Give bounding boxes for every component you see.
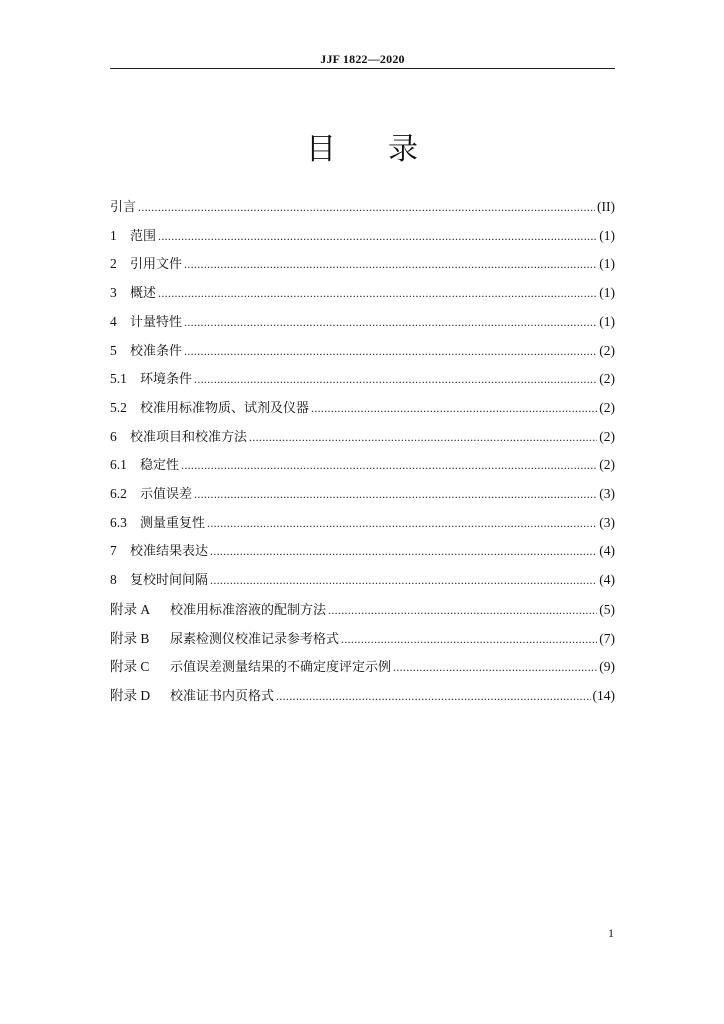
toc-entry-label: 校准用标准溶液的配制方法 (170, 602, 327, 618)
toc-leader-dots (207, 516, 597, 531)
toc-entry-page: (3) (599, 486, 615, 501)
toc-entry-3[interactable] (110, 282, 615, 304)
toc-entry-label: 计量特性 (130, 314, 183, 330)
toc-entry-label: 示值误差 (140, 487, 193, 502)
toc-entry-label: 环境条件 (140, 372, 193, 388)
toc-entry-page: (7) (599, 630, 615, 646)
document-code-header: JJF 1822—2020 (320, 52, 405, 66)
toc-entry-label: 校准结果表达 (130, 544, 209, 560)
toc-entry-page: (1) (599, 313, 615, 329)
toc-entry-label: 复校时间间隔 (130, 573, 209, 589)
toc-entry-5[interactable] (110, 340, 615, 362)
toc-entry-label: 引言 (110, 200, 137, 215)
title-char-left: 目 (306, 132, 336, 167)
toc-entry-2[interactable] (110, 253, 615, 275)
toc-entry-6-3[interactable] (110, 512, 615, 534)
toc-entry-label: 尿素检测仪校准记录参考格式 (170, 631, 340, 647)
toc-entry-label: 校准证书内页格式 (170, 688, 275, 704)
toc-entry-label: 概述 (130, 286, 157, 302)
page-number: 1 (608, 926, 614, 940)
toc-entry-number: 6.1 (110, 457, 127, 473)
toc-entry-label: 稳定性 (140, 458, 180, 474)
toc-entry-number: 8 (110, 572, 117, 588)
toc-leader-dots (184, 315, 597, 330)
toc-entry-number: 5.2 (110, 399, 127, 415)
toc-entry-4[interactable] (110, 311, 615, 333)
toc-entry-page: (2) (599, 399, 615, 415)
header-rule (110, 68, 615, 69)
toc-entry-page: (2) (599, 342, 615, 358)
toc-entry-page: (3) (599, 514, 615, 530)
toc-leader-dots (393, 660, 597, 675)
toc-entry-appendix-b[interactable] (110, 627, 615, 649)
toc-entry-number: 5 (110, 342, 117, 358)
toc-leader-dots (276, 689, 590, 704)
toc-entry-number: 4 (110, 313, 117, 329)
toc-entry-page: (14) (592, 687, 615, 703)
toc-entry-number: 附录 D (110, 687, 151, 703)
toc-entry-label: 示值误差测量结果的不确定度评定示例 (170, 660, 392, 676)
title-char-right: 录 (388, 132, 418, 167)
toc-entry-6-1[interactable] (110, 454, 615, 476)
page-title (0, 124, 724, 168)
toc-entry-label: 校准条件 (130, 343, 183, 359)
toc-leader-dots (184, 344, 597, 359)
toc-entry-label: 引用文件 (130, 257, 183, 273)
toc-leader-dots (249, 430, 597, 445)
toc-entry-6-2[interactable] (110, 483, 615, 505)
toc-leader-dots (181, 458, 597, 473)
toc-entry-number: 3 (110, 285, 117, 301)
toc-entry-page: (2) (599, 371, 615, 387)
toc-entry-number: 2 (110, 256, 117, 272)
toc-entry-number: 7 (110, 543, 117, 559)
toc-leader-dots (210, 573, 597, 588)
toc-entry-page: (5) (599, 601, 615, 617)
toc-entry-page: (2) (599, 428, 615, 444)
toc-entry-page: (4) (599, 572, 615, 588)
toc-leader-dots (138, 200, 595, 215)
toc-entry-appendix-a[interactable] (110, 598, 615, 620)
toc-entry-page: (2) (599, 457, 615, 473)
toc-entry-5-2[interactable] (110, 397, 615, 419)
toc-entry-5-1[interactable] (110, 368, 615, 390)
toc-entry-7[interactable] (110, 540, 615, 562)
toc-entry-number: 6.2 (110, 486, 127, 501)
toc-entry-page: (II) (597, 199, 615, 214)
toc-leader-dots (158, 286, 597, 301)
toc-entry-appendix-c[interactable] (110, 655, 615, 677)
toc-entry-intro[interactable] (110, 196, 615, 218)
toc-leader-dots (184, 257, 597, 272)
toc-entry-label: 校准项目和校准方法 (130, 429, 248, 445)
toc-entry-label: 测量重复性 (140, 515, 206, 531)
toc-entry-number: 6.3 (110, 514, 127, 530)
toc-entry-number: 附录 C (110, 659, 150, 675)
toc-entry-page: (1) (599, 227, 615, 243)
toc-entry-page: (1) (599, 285, 615, 301)
toc-entry-number: 6 (110, 428, 117, 444)
toc-entry-appendix-d[interactable] (110, 684, 615, 706)
toc-entry-page: (1) (599, 256, 615, 272)
toc-entry-number: 1 (110, 227, 117, 243)
toc-entry-page: (9) (599, 659, 615, 675)
toc-leader-dots (328, 603, 597, 618)
toc-leader-dots (158, 229, 597, 244)
toc-entry-1[interactable] (110, 225, 615, 247)
toc-leader-dots (194, 487, 597, 502)
toc-entry-6[interactable] (110, 426, 615, 448)
toc-leader-dots (194, 372, 597, 387)
toc-entry-number: 5.1 (110, 371, 127, 387)
toc-leader-dots (210, 544, 597, 559)
toc-entry-label: 校准用标准物质、试剂及仪器 (140, 400, 310, 416)
toc-entry-8[interactable] (110, 569, 615, 591)
toc-entry-number: 附录 B (110, 630, 150, 646)
toc-entry-label: 范围 (130, 228, 157, 244)
toc-entry-page: (4) (599, 543, 615, 559)
toc-leader-dots (341, 632, 597, 647)
toc-leader-dots (311, 401, 597, 416)
toc-entry-number: 附录 A (110, 601, 151, 617)
